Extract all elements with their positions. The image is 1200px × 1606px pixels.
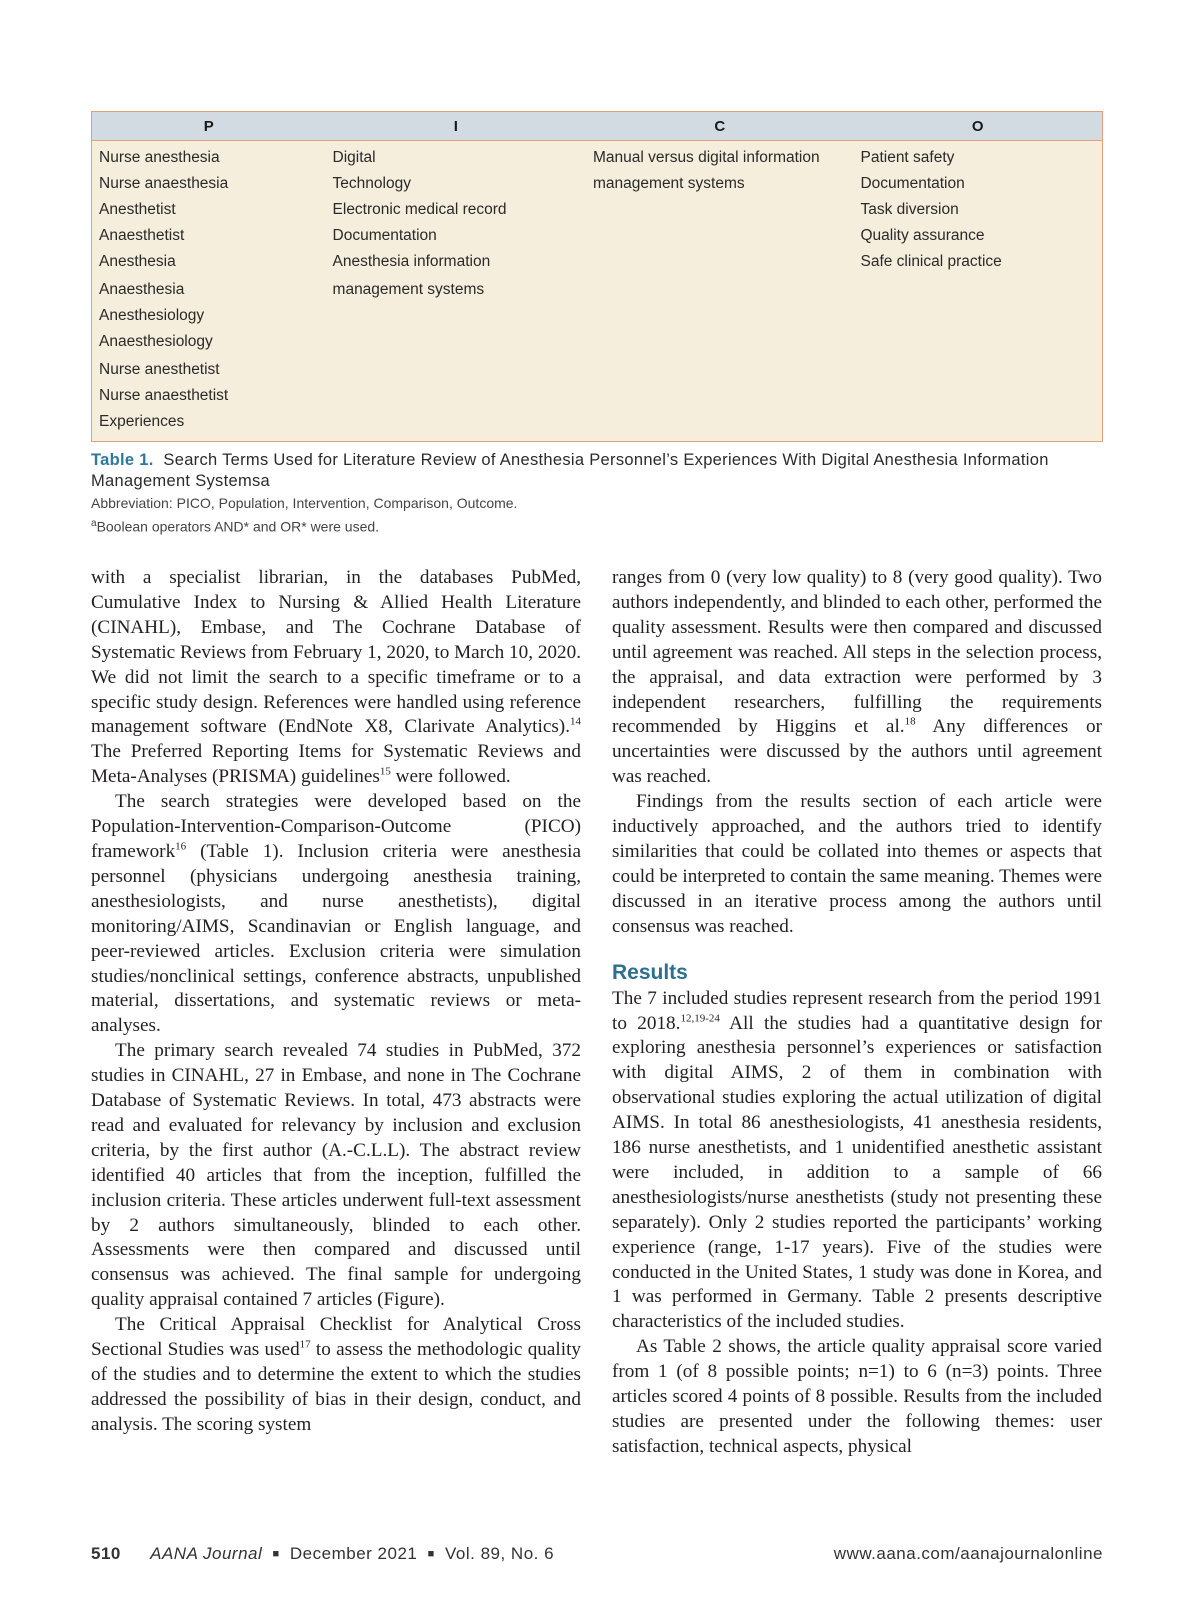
table-cell: Anaesthesia	[99, 281, 185, 298]
reference-link[interactable]: 12,19-24	[680, 1012, 720, 1025]
column-population	[92, 145, 326, 435]
caption-text: Search Terms Used for Literature Review of Anesthesia Personnel’s Experiences With Digital Anesthesia Information Management Systemsa	[91, 451, 1049, 490]
text-run: The Preferred Reporting Items for Systematic Reviews and Meta-Analyses (PRISMA) guidelines	[91, 741, 581, 788]
table-cell: Anesthesiology	[99, 307, 205, 324]
column-outcome	[853, 145, 1102, 435]
table-header-row	[92, 112, 1102, 141]
table-cell: Safe clinical practice	[860, 253, 1002, 270]
text-run: The search strategies were developed based on the Population-Intervention-Comparison-Outcome (PICO) framework	[91, 791, 581, 862]
caption-footnote	[91, 514, 1103, 537]
right-column	[612, 566, 1102, 1460]
reference-link[interactable]: 15	[379, 765, 391, 778]
caption-title	[91, 450, 1103, 492]
footnote-text: Boolean operators AND* and OR* were used.	[96, 518, 380, 535]
table-cell: Documentation	[860, 175, 965, 192]
table-cell: management systems	[332, 281, 485, 298]
table-body	[92, 141, 1102, 441]
table-cell: Anaesthesiology	[99, 333, 213, 350]
table-cell: Quality assurance	[860, 227, 985, 244]
column-intervention	[326, 145, 586, 435]
text-run: ranges from 0 (very low quality) to 8 (very good quality). Two authors independently, and blinded to each other, performed the quality assessment. Results were then compared and discussed until agreement was reached. All steps in the selection process, the appraisal, and data extraction were performed by 3 independent researchers, fulfilling the requirements recommended by Higgins et al.	[612, 567, 1102, 738]
table-cell: Technology	[332, 175, 411, 192]
header-o: O	[971, 117, 984, 135]
text-run: were followed.	[390, 766, 511, 788]
volume-info: Vol. 89, No. 6	[444, 1544, 555, 1563]
table-cell: Nurse anaesthesia	[99, 175, 229, 192]
table-cell: Manual versus digital information	[593, 149, 820, 166]
column-comparison	[586, 145, 853, 435]
paragraph: Findings from the results section of each article were inductively approached, and the authors tried to identify similarities that could be collated into themes or aspects that could be interpreted to contain the same meaning. Themes were discussed in an iterative process among the authors until consensus was reached.	[612, 791, 1102, 937]
paragraph	[91, 790, 581, 1039]
left-column	[91, 566, 581, 1438]
caption-label: Table 1.	[91, 451, 154, 469]
table-cell: Documentation	[332, 227, 437, 244]
text-run: The 7 included studies represent research from the period 1991 to 2018.	[612, 987, 1102, 1034]
paragraph: The primary search revealed 74 studies in PubMed, 372 studies in CINAHL, 27 in Embase, and none in The Cochrane Database of Systematic Reviews. In total, 473 abstracts were read and evaluated for relevancy by inclusion and exclusion criteria, by the first author (A.-C.L.L). The abstract review identified 40 articles that from the inception, fulfilled the inclusion criteria. These articles underwent full-text assessment by 2 authors simultaneously, blinded to each other. Assessments were then compared and discussed until consensus was achieved. The final sample for undergoing quality appraisal contained 7 articles (Figure).	[91, 1040, 581, 1311]
header-c: C	[714, 117, 726, 135]
journal-url-link[interactable]: www.aana.com/aanajournalonline	[833, 1544, 1103, 1563]
paragraph	[91, 1313, 581, 1438]
paragraph	[612, 987, 1102, 1336]
reference-link[interactable]: 16	[175, 840, 187, 853]
text-run: with a specialist librarian, in the databases PubMed, Cumulative Index to Nursing & Allied Health Literature (CINAHL), Embase, and The Cochrane Database of Systematic Reviews from February 1, 2020, to March 10, 2020. We did not limit the search to a specific timeframe or to a specific study design. References were handled using reference management software (EndNote X8, Clarivate Analytics).	[91, 567, 581, 738]
table-cell: Nurse anesthesia	[99, 149, 220, 166]
pico-table	[91, 111, 1103, 442]
paragraph	[612, 566, 1102, 790]
footnote-marker: a	[91, 518, 97, 529]
issue-date: December 2021	[289, 1544, 418, 1563]
table-cell: Anaesthetist	[99, 227, 185, 244]
paragraph: As Table 2 shows, the article quality appraisal score varied from 1 (of 8 possible points; n=1) to 6 (n=3) points. Three articles scored 4 points of 8 possible. Results from the included studies are presented under the following themes: user satisfaction, technical aspects, physical	[612, 1336, 1102, 1457]
table-cell: Anesthetist	[99, 201, 176, 218]
table-cell: Digital	[332, 149, 376, 166]
separator-icon: ■	[427, 1548, 435, 1560]
text-run: The Critical Appraisal Checklist for Analytical Cross Sectional Studies was used	[91, 1314, 581, 1361]
text-run: All the studies had a quantitative design for exploring anesthesia personnel’s experiences or satisfaction with digital AIMS, 2 of them in combination with observational studies exploring the actual utilization of digital AIMS. In total 86 anesthesiologists, 41 anesthesia residents, 186 nurse anesthetists, and 1 unidentified anesthetic assistant were included, in addition to a sample of 66 anesthesiologists/nurse anesthetists (study not presenting these separately). Only 2 studies reported the participants’ working experience (range, 1-17 years). Five of the studies were conducted in the United States, 1 study was done in Korea, and 1 was performed in Germany. Table 2 presents descriptive characteristics of the included studies.	[612, 1012, 1102, 1333]
header-i: I	[453, 117, 458, 135]
reference-link[interactable]: 14	[570, 716, 581, 729]
reference-link[interactable]: 17	[299, 1338, 311, 1351]
text-run: to assess the methodologic quality of the studies and to determine the extent to which the studies addressed the possibility of bias in their design, conduct, and analysis. The scoring system	[91, 1339, 581, 1435]
text-run: (Table 1). Inclusion criteria were anesthesia personnel (physicians undergoing anesthesia training, anesthesiologists, and nurse anesthetists), digital monitoring/AIMS, Scandinavian or English language, and peer-reviewed articles. Exclusion criteria were simulation studies/nonclinical settings, conference abstracts, unpublished material, dissertations, and systematic reviews or meta-analyses.	[91, 840, 581, 1037]
table-cell: Task diversion	[860, 201, 959, 218]
table-cell: Experiences	[99, 413, 185, 430]
reference-link[interactable]: 18	[904, 716, 916, 729]
page-footer	[91, 1544, 1103, 1568]
table-cell: Anesthesia	[99, 253, 176, 270]
separator-icon: ■	[272, 1548, 280, 1560]
caption-abbreviation: Abbreviation: PICO, Population, Intervention, Comparison, Outcome.	[91, 495, 518, 511]
table-cell: management systems	[593, 175, 745, 192]
table-cell: Anesthesia information	[332, 253, 491, 270]
text-run: Any differences or uncertainties were discussed by the authors until agreement was reached.	[612, 716, 1103, 788]
table-cell: Electronic medical record	[332, 201, 507, 218]
results-heading: Results	[612, 960, 688, 984]
table-cell: Nurse anaesthetist	[99, 387, 229, 404]
paragraph	[91, 566, 581, 790]
table-cell: Patient safety	[860, 149, 955, 166]
table-cell: Nurse anesthetist	[99, 361, 220, 378]
header-p: P	[203, 117, 214, 135]
page-number: 510	[91, 1544, 121, 1563]
journal-name: AANA Journal	[150, 1544, 263, 1563]
table-caption	[91, 450, 1103, 537]
